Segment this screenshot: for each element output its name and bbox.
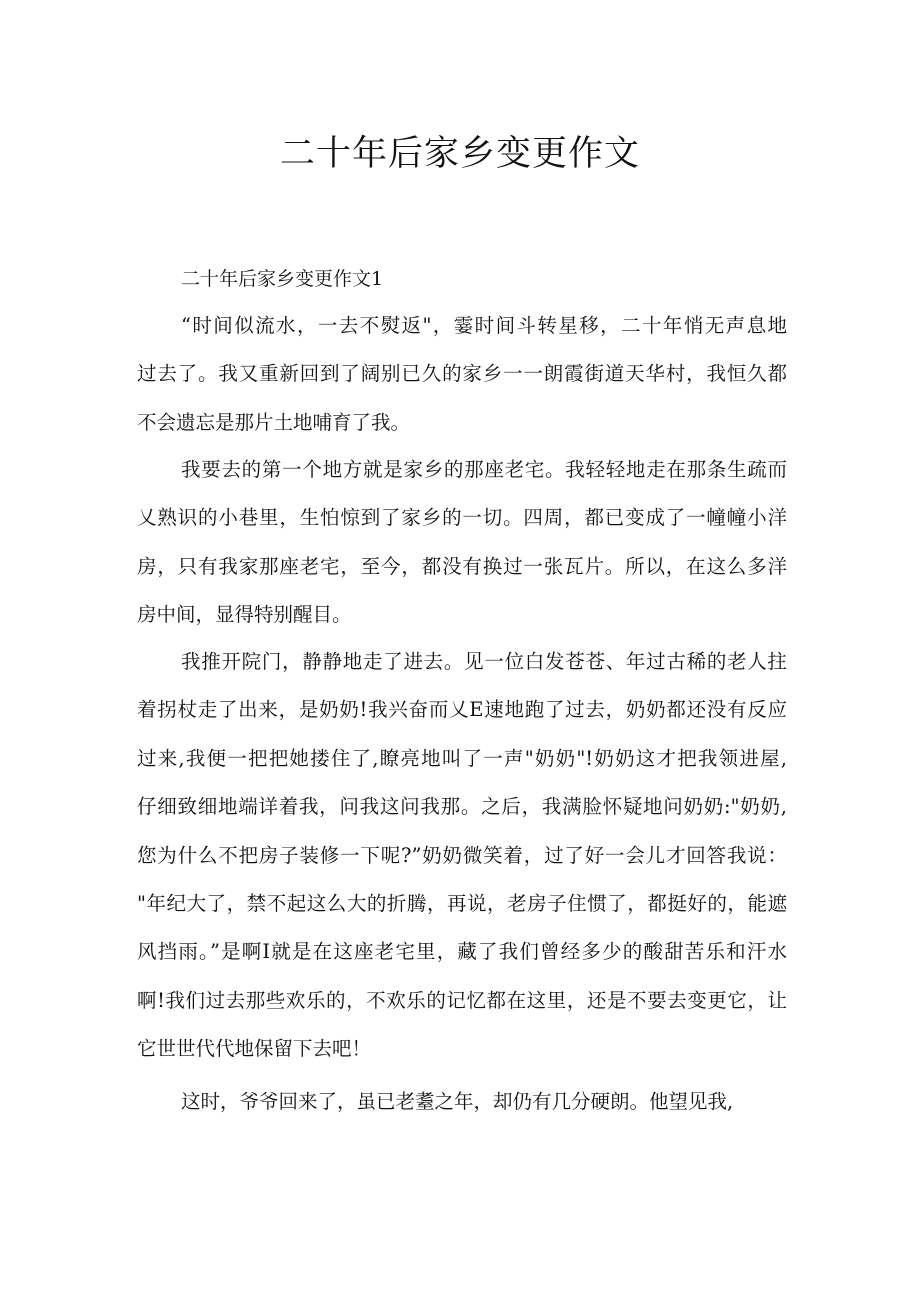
- paragraph-line: "年纪大了，禁不起这么大的折腾，再说，老房子住惯了，都挺好的，能遮: [137, 891, 787, 915]
- paragraph-line: 乂熟识的小巷里，生怕惊到了家乡的一切。四周，都已变成了一幢幢小洋: [137, 506, 787, 530]
- paragraph-line: 啊!我们过去那些欢乐的，不欢乐的记忆都在这里，还是不要去变更它，让: [137, 988, 787, 1012]
- paragraph-line: 我要去的第一个地方就是家乡的那座老宅。我轻轻地走在那条生疏而: [181, 458, 787, 481]
- paragraph-2: [137, 446, 787, 640]
- paragraph-line: 过去了。我又重新回到了阔别已久的家乡一一朗霞街道天华村，我恒久都: [137, 362, 787, 386]
- paragraph-1: [137, 302, 787, 447]
- paragraph-line: 着拐杖走了出来，是奶奶!我兴奋而乂E速地跑了过去，奶奶都还没有反应: [137, 698, 787, 722]
- paragraph-line: 它世世代代地保留下去吧！: [137, 1037, 372, 1061]
- paragraph-4: [137, 1078, 787, 1126]
- paragraph-line: 过来,我便一把把她搂住了,瞭亮地叫了一声"奶奶"!奶奶这才把我领进屋,: [137, 746, 787, 770]
- paragraph-line: 房，只有我家那座老宅，至今，都没有换过一张瓦片。所以，在这么多洋: [137, 554, 787, 578]
- paragraph-line: 我推开院门，静静地走了进去。见一位白发苍苍、年过古稀的老人拄: [181, 650, 787, 673]
- paragraph-line: 不会遗忘是那片土地哺育了我。: [137, 410, 411, 434]
- paragraph-line: 房中间，显得特别醒目。: [137, 603, 352, 627]
- paragraph-3: [137, 638, 787, 1074]
- paragraph-line: 风挡雨。”是啊I就是在这座老宅里，藏了我们曾经多少的酸甜苦乐和汗水: [137, 940, 787, 964]
- document-title: 二十年后家乡变更作文: [279, 134, 640, 174]
- section-subtitle: 二十年后家乡变更作文1: [181, 268, 384, 290]
- paragraph-line: 这时，爷爷回来了，虽已老耋之年，却仍有几分硬朗。他望见我,: [181, 1090, 734, 1113]
- paragraph-line: 您为什么不把房子装修一下呢?”奶奶微笑着，过了好一会儿才回答我说：: [137, 843, 787, 867]
- paragraph-line: “时间似流水，一去不熨返"，霎时间斗转星移，二十年悄无声息地: [181, 314, 787, 337]
- paragraph-line: 仔细致细地端详着我，问我这问我那。之后，我满脸怀疑地问奶奶:"奶奶,: [137, 795, 787, 819]
